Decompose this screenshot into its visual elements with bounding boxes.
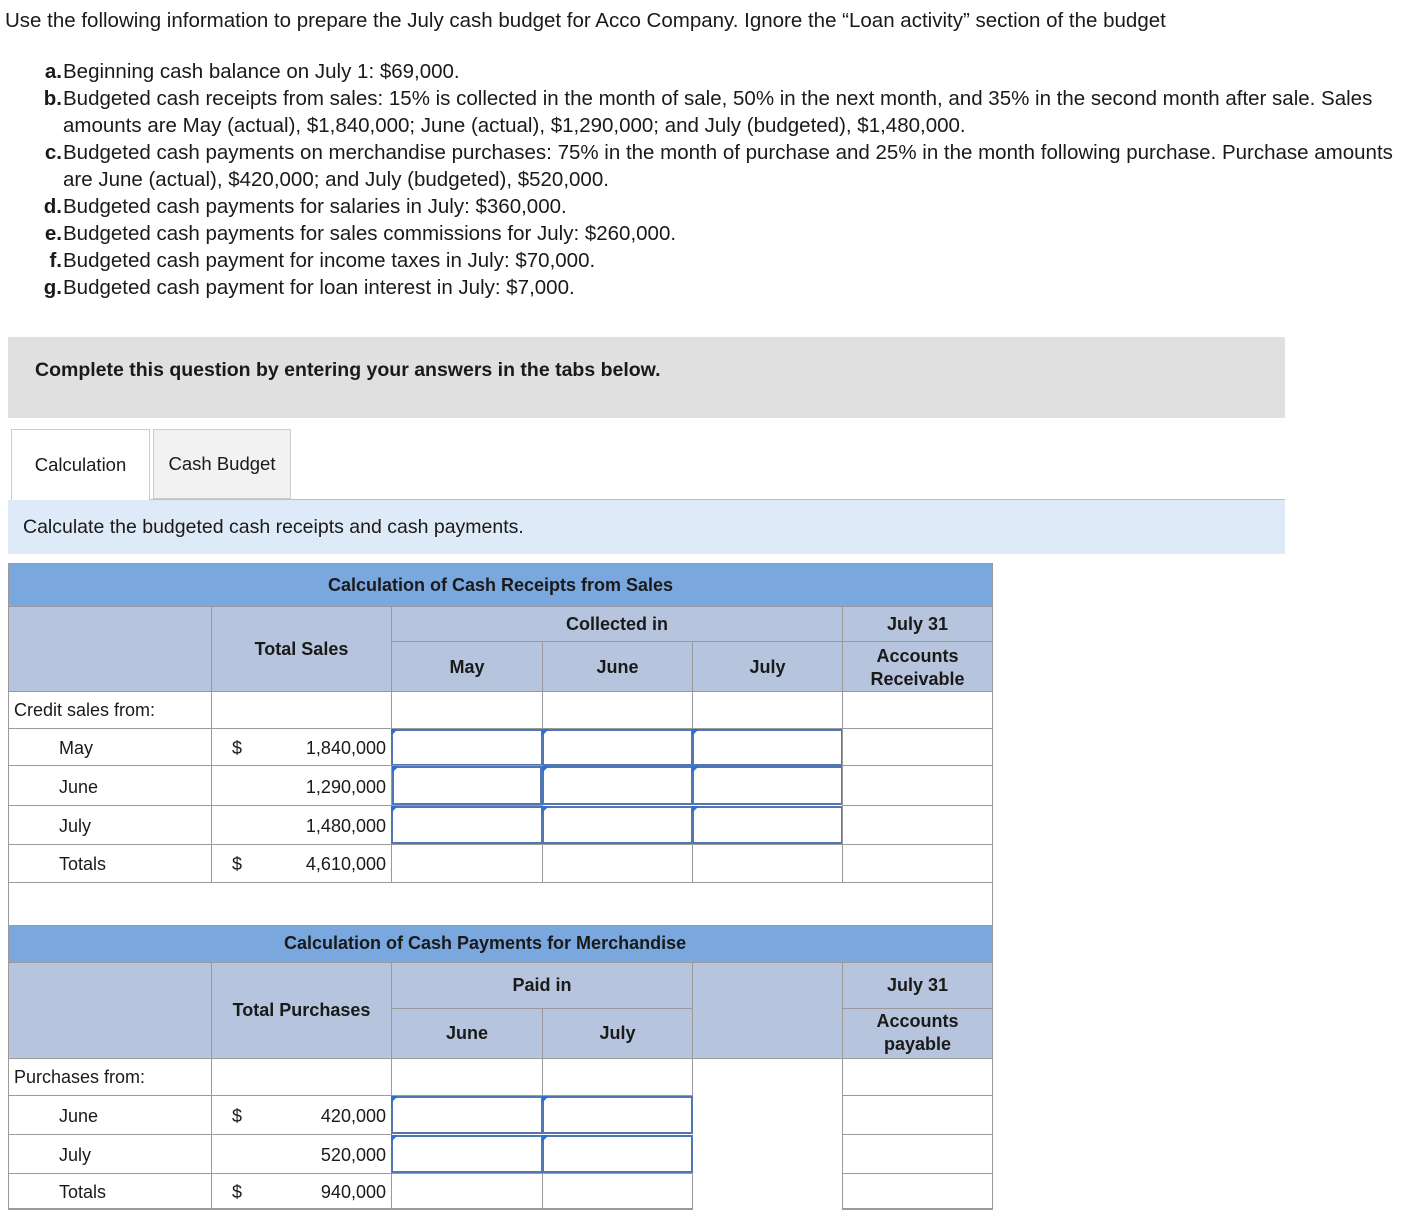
may-collected-in-may-input[interactable]	[391, 729, 543, 766]
list-marker: c.	[44, 141, 62, 164]
list-marker: e.	[44, 222, 62, 245]
sales-amount-total: 4,610,000	[305, 854, 386, 874]
empty-cell	[692, 844, 843, 883]
payments-title-cell	[8, 925, 993, 963]
header-blank	[8, 606, 212, 692]
ar-header-text: Receivable	[870, 669, 965, 689]
list-text: Budgeted cash payment for income taxes in July: $70,000.	[63, 249, 596, 272]
empty-cell	[542, 1173, 693, 1210]
row-label-cell	[8, 728, 212, 766]
paid-in-header	[391, 962, 693, 1009]
june-paid-in-july-input[interactable]	[542, 1096, 693, 1134]
empty-cell	[842, 1058, 993, 1096]
empty-cell	[391, 691, 543, 729]
row-label-cell	[8, 1173, 212, 1210]
spacer-row	[8, 882, 993, 926]
empty-cell	[391, 844, 543, 883]
amount-cell	[211, 1095, 392, 1135]
list-item	[0, 139, 1393, 193]
month-header-text: July	[749, 657, 786, 677]
payments-title: Calculation of Cash Payments for Merchandise	[284, 933, 687, 953]
row-label-cell	[8, 1095, 212, 1135]
ap-header-top	[842, 962, 993, 1009]
july-paid-in-june-input[interactable]	[391, 1135, 543, 1173]
amount-cell	[211, 1134, 392, 1174]
row-label-cell	[8, 765, 212, 806]
row-label-cell	[8, 1134, 212, 1174]
instruction-text: Calculate the budgeted cash receipts and cash payments.	[23, 516, 524, 538]
banner-text: Complete this question by entering your answers in the tabs below.	[35, 359, 661, 381]
ar-header-top	[842, 606, 993, 642]
june-collected-in-may-input[interactable]	[392, 766, 542, 805]
dollar-sign: $	[232, 1182, 243, 1202]
row-label-may: May	[59, 738, 94, 758]
dollar-sign: $	[232, 854, 243, 874]
empty-cell	[542, 844, 693, 883]
purchase-amount-july: 520,000	[320, 1145, 386, 1165]
row-label-cell	[8, 805, 212, 845]
amount-cell	[211, 765, 392, 806]
row-label-cell	[8, 844, 212, 883]
collected-in-header	[391, 606, 843, 642]
instructions-banner	[8, 337, 1285, 418]
may-collected-in-june-input[interactable]	[542, 729, 693, 766]
sales-amount-june: 1,290,000	[305, 777, 386, 797]
empty-cell	[842, 844, 993, 883]
paid-in-text: Paid in	[512, 975, 572, 995]
empty-cell	[842, 691, 993, 729]
july-collected-in-june-input[interactable]	[542, 806, 693, 844]
list-text: Budgeted cash payment for loan interest in July: $7,000.	[63, 276, 575, 299]
empty-cell	[542, 1058, 693, 1096]
june-collected-in-june-input[interactable]	[542, 766, 693, 805]
section-label-cell	[8, 691, 212, 729]
ar-header-text: Accounts	[876, 646, 959, 666]
empty-cell	[211, 691, 392, 729]
ar-header-bottom	[842, 641, 993, 692]
empty-cell	[842, 728, 993, 766]
empty-cell	[842, 765, 993, 806]
list-marker: d.	[43, 195, 62, 218]
dollar-sign: $	[232, 738, 243, 758]
row-label-june: June	[59, 1106, 99, 1126]
month-header-june	[391, 1008, 543, 1059]
list-item	[0, 193, 1393, 220]
may-collected-in-july-input[interactable]	[692, 729, 843, 766]
month-header-text: June	[445, 1023, 488, 1043]
list-item	[0, 85, 1393, 139]
list-item	[0, 58, 1393, 85]
ap-header-text: payable	[883, 1034, 952, 1054]
purchases-from-label: Purchases from:	[14, 1067, 146, 1087]
total-purchases-header-text: Total Purchases	[232, 1000, 371, 1020]
total-purchases-header	[211, 962, 392, 1059]
ar-header-text: July 31	[886, 614, 949, 634]
amount-cell	[211, 728, 392, 766]
list-text: Beginning cash balance on July 1: $69,000.	[63, 60, 460, 83]
empty-cell	[842, 805, 993, 845]
amount-cell	[211, 1173, 392, 1210]
row-label-july: July	[59, 816, 92, 836]
empty-cell	[391, 1058, 543, 1096]
list-item	[0, 247, 1393, 274]
given-information-list	[0, 58, 1393, 301]
ap-header-text: July 31	[886, 975, 949, 995]
ap-header-bottom	[842, 1008, 993, 1059]
empty-cell	[842, 1173, 993, 1210]
list-text: Budgeted cash receipts from sales: 15% is collected in the month of sale, 50% in the next month, and 35% in the second month after sale. Sales amounts are May (actual), $1,840,000; June (actual), $1,290,000; and July (budgeted), $1,480,000.	[63, 87, 1373, 137]
month-header-text: May	[449, 657, 485, 677]
list-marker: b.	[43, 87, 62, 110]
list-item	[0, 220, 1393, 247]
empty-cell	[542, 691, 693, 729]
header-blank	[8, 962, 212, 1059]
sales-amount-may: 1,840,000	[305, 738, 386, 758]
header-blank	[692, 962, 843, 1059]
dollar-sign: $	[232, 1106, 243, 1126]
row-label-totals: Totals	[59, 1182, 107, 1202]
list-text: Budgeted cash payments for sales commissions for July: $260,000.	[63, 222, 677, 245]
month-header-july	[692, 641, 843, 692]
problem-intro: Use the following information to prepare the July cash budget for Acco Company. Ignore the “Loan activity” section of the budget	[5, 9, 1166, 32]
tab-cash-budget[interactable]: Cash Budget	[153, 429, 291, 499]
empty-cell	[842, 1134, 993, 1174]
month-header-text: June	[596, 657, 639, 677]
amount-cell	[211, 844, 392, 883]
row-label-june: June	[59, 777, 99, 797]
june-collected-in-july-input[interactable]	[692, 766, 843, 805]
purchase-amount-total: 940,000	[320, 1182, 386, 1202]
tab-calculation[interactable]: Calculation	[11, 429, 150, 500]
list-text: Budgeted cash payments for salaries in July: $360,000.	[63, 195, 567, 218]
row-label-totals: Totals	[59, 854, 107, 874]
month-header-may	[391, 641, 543, 692]
list-text: Budgeted cash payments on merchandise purchases: 75% in the month of purchase and 25% in the month following purchase. Purchase amounts are June (actual), $420,000; and July (budgeted), $520,000.	[63, 141, 1393, 191]
empty-cell	[692, 691, 843, 729]
sales-amount-july: 1,480,000	[305, 816, 386, 836]
empty-cell	[211, 1058, 392, 1096]
june-paid-in-june-input[interactable]	[391, 1096, 543, 1134]
july-collected-in-may-input[interactable]	[391, 806, 543, 844]
empty-cell	[842, 1095, 993, 1135]
tab-instruction	[8, 500, 1285, 554]
receipts-title-cell	[8, 563, 993, 607]
list-marker: g.	[43, 276, 62, 299]
total-sales-header-text: Total Sales	[254, 639, 349, 659]
amount-cell	[211, 805, 392, 845]
list-item	[0, 274, 1393, 301]
july-paid-in-july-input[interactable]	[542, 1135, 693, 1173]
empty-cell	[391, 1173, 543, 1210]
credit-sales-label: Credit sales from:	[14, 700, 156, 720]
month-header-july	[542, 1008, 693, 1059]
list-marker: a.	[44, 60, 62, 83]
month-header-june	[542, 641, 693, 692]
month-header-text: July	[599, 1023, 636, 1043]
purchase-amount-june: 420,000	[320, 1106, 386, 1126]
list-marker: f.	[49, 249, 62, 272]
july-collected-in-july-input[interactable]	[692, 806, 843, 844]
section-label-cell	[8, 1058, 212, 1096]
row-label-july: July	[59, 1145, 92, 1165]
collected-in-text: Collected in	[565, 614, 668, 634]
ap-header-text: Accounts	[876, 1011, 959, 1031]
total-sales-header	[211, 606, 392, 692]
receipts-title: Calculation of Cash Receipts from Sales	[327, 575, 674, 595]
